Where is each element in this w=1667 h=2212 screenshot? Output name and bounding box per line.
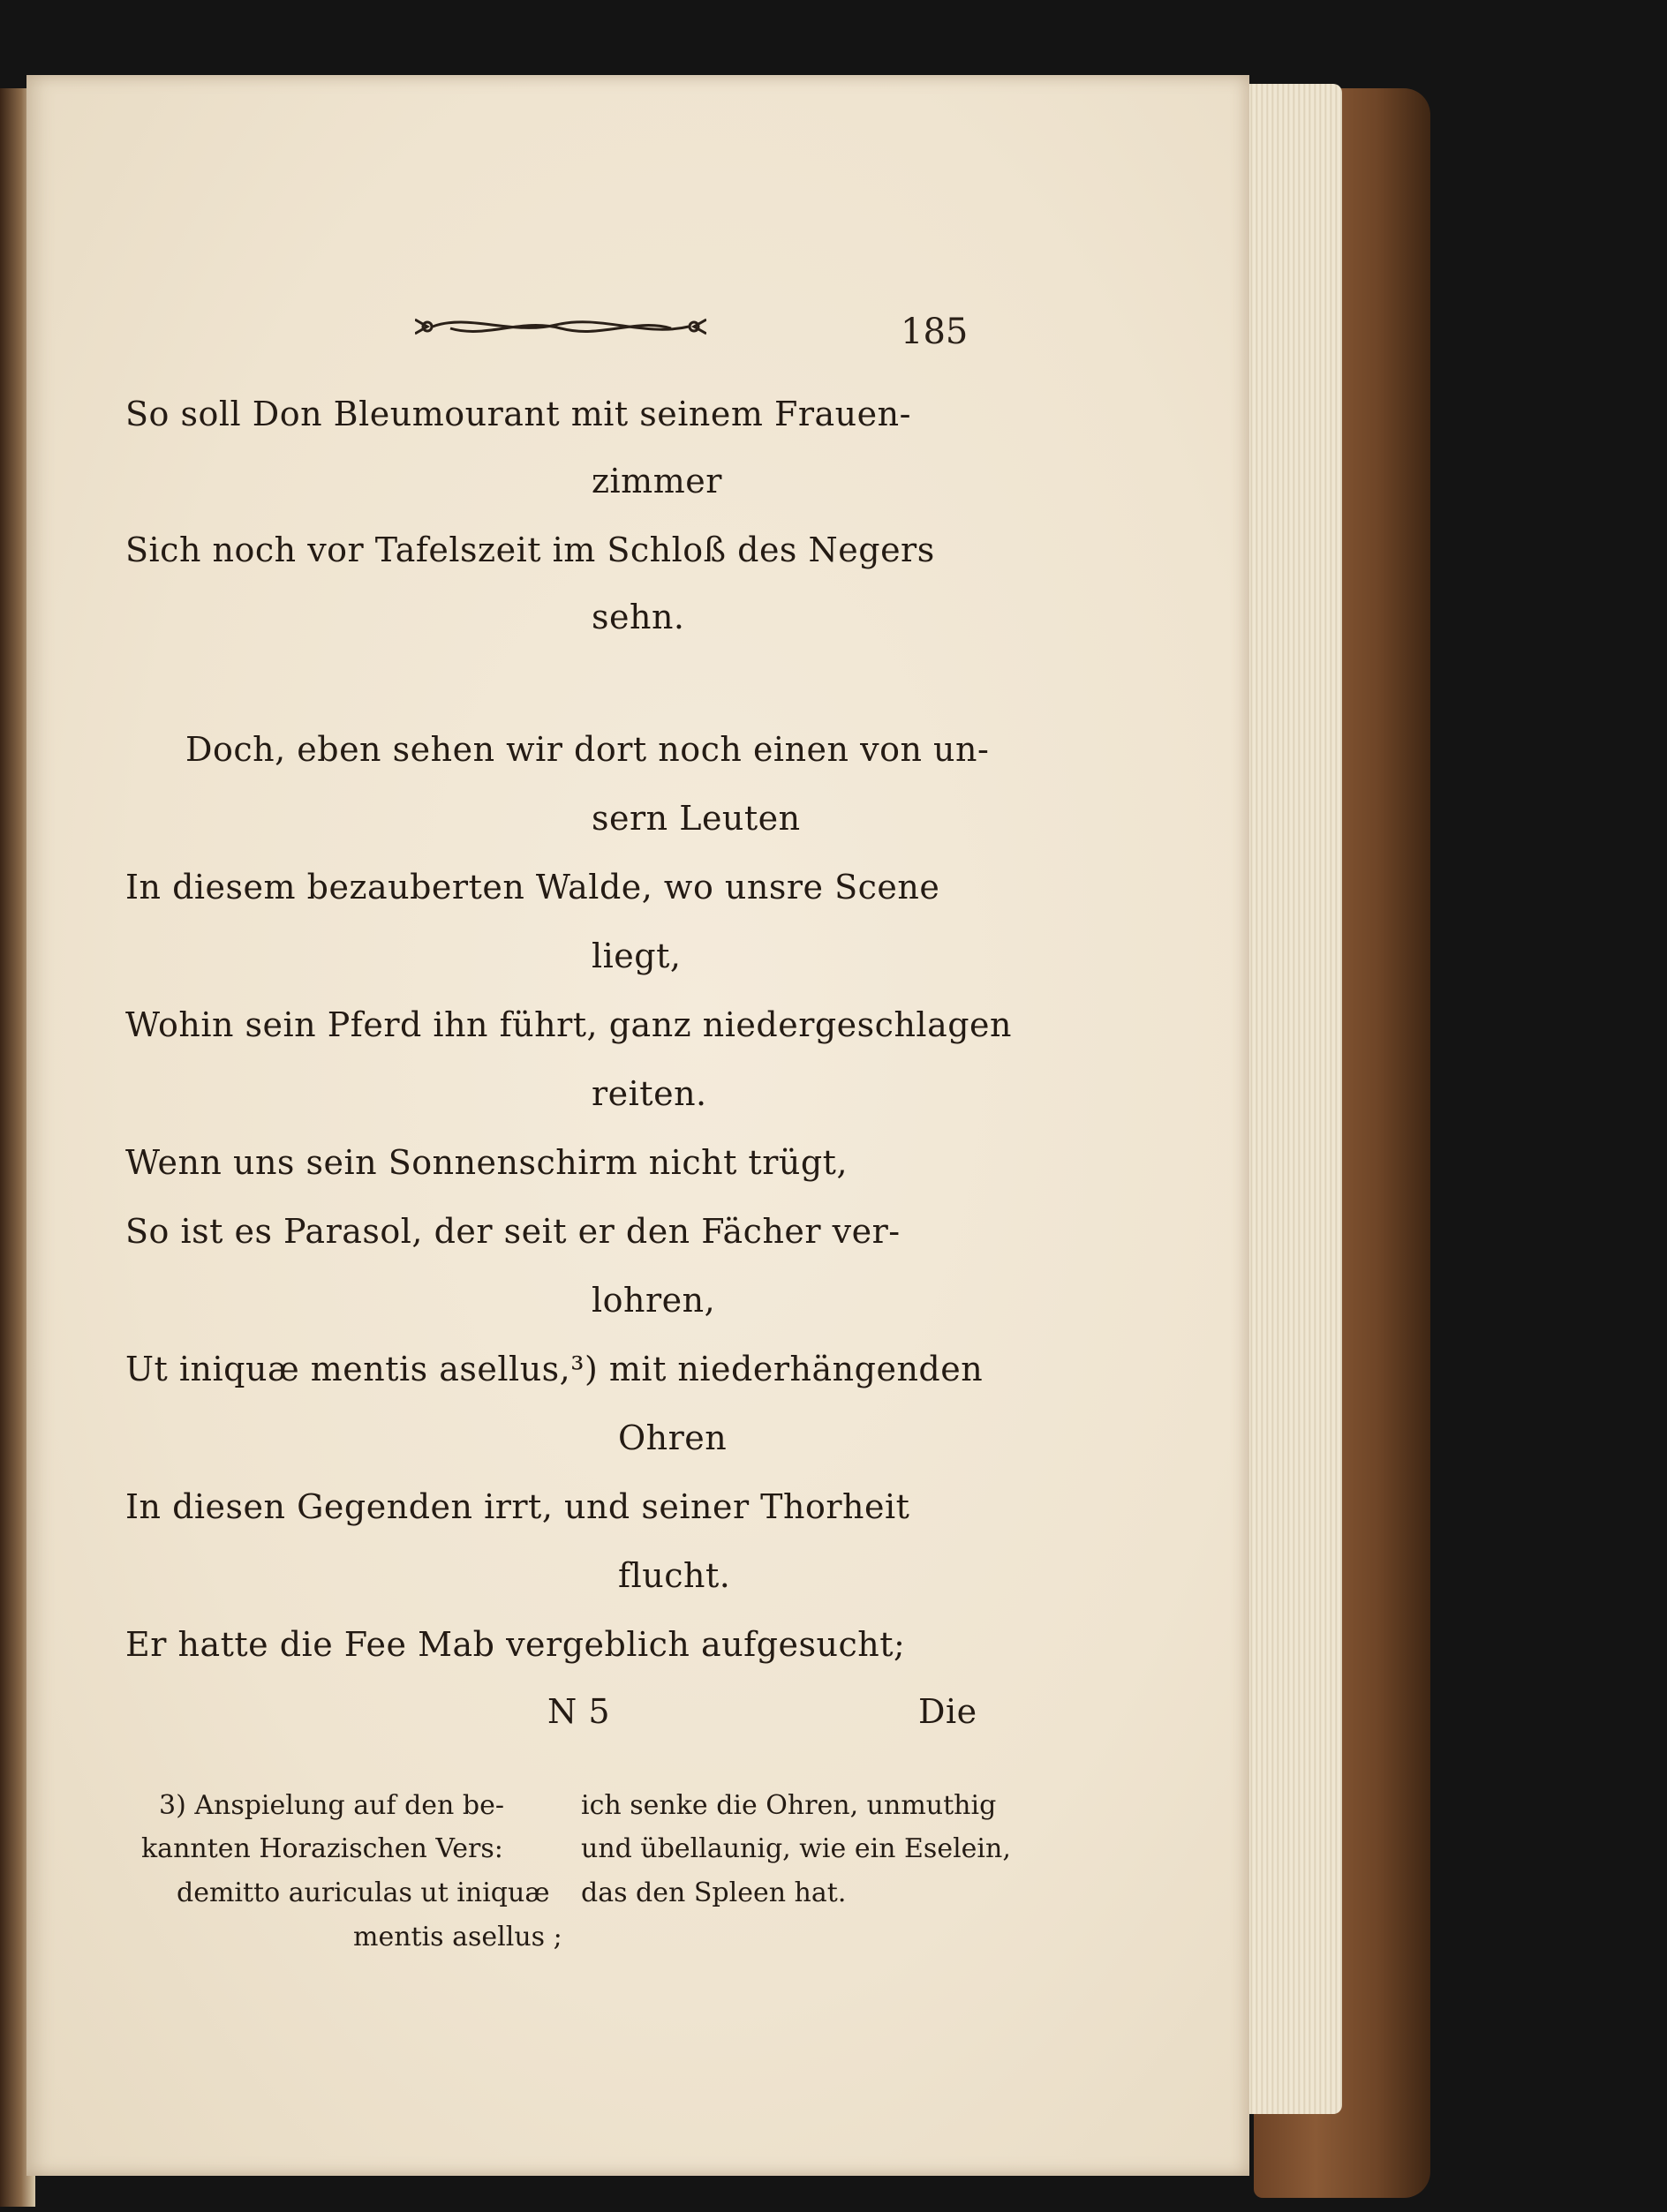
footnote-right-line: und übellaunig, wie ein Eselein, <box>581 1833 1011 1864</box>
footnote-left-line: demitto auriculas ut iniquæ <box>177 1877 550 1908</box>
verse-line: Wohin sein Pferd ihn führt, ganz niedergeschlagen <box>125 1005 1013 1044</box>
verse-line: sehn. <box>592 598 685 636</box>
footnote-left-line: 3) Anspielung auf den be- <box>159 1790 504 1821</box>
verse-line: So ist es Parasol, der seit er den Fächer ver- <box>125 1212 901 1251</box>
catchword: Die <box>918 1692 977 1731</box>
verse-line: Er hatte die Fee Mab vergeblich aufgesucht; <box>125 1625 906 1664</box>
footnote-right-line: ich senke die Ohren, unmuthig <box>581 1790 997 1821</box>
verse-line: flucht. <box>618 1556 731 1595</box>
verse-line: In diesem bezauberten Walde, wo unsre Scene <box>125 868 940 907</box>
verse-line: Ut iniquæ mentis asellus,³) mit niederhängenden <box>125 1350 984 1388</box>
verse-line: So soll Don Bleumourant mit seinem Frauen- <box>125 395 911 433</box>
verse-line: sern Leuten <box>592 799 801 838</box>
verse-line: zimmer <box>592 462 722 500</box>
signature-mark: N 5 <box>547 1692 611 1731</box>
verse-line: Doch, eben sehen wir dort noch einen von un- <box>185 730 990 769</box>
page-number: 185 <box>901 312 969 352</box>
footnote-right-line: das den Spleen hat. <box>581 1877 847 1908</box>
vignette-ornament-icon <box>415 309 706 344</box>
footnote-left-line: kannten Horazischen Vers: <box>141 1833 503 1864</box>
verse-line: Wenn uns sein Sonnenschirm nicht trügt, <box>125 1143 849 1182</box>
book-page <box>26 75 1249 2176</box>
verse-line: lohren, <box>592 1281 716 1320</box>
verse-line: Ohren <box>618 1418 728 1457</box>
verse-line: Sich noch vor Tafelszeit im Schloß des Negers <box>125 530 935 569</box>
footnote-left-line: mentis asellus ; <box>353 1922 562 1952</box>
verse-line: In diesen Gegenden irrt, und seiner Thorheit <box>125 1487 910 1526</box>
verse-line: liegt, <box>592 937 682 975</box>
verse-line: reiten. <box>592 1074 707 1113</box>
